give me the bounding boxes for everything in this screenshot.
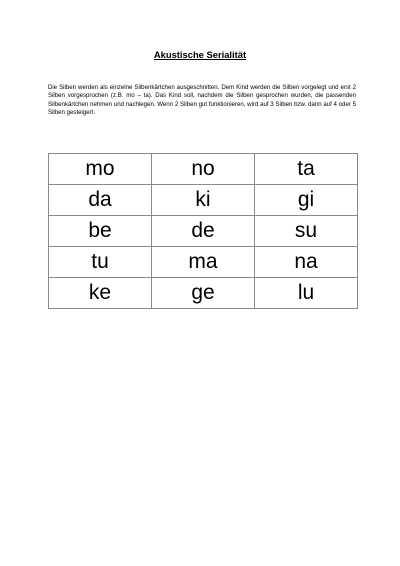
syllable-card: ta <box>255 154 358 185</box>
table-row <box>49 247 358 278</box>
syllable-card: na <box>255 247 358 278</box>
syllable-card: da <box>49 185 152 216</box>
syllable-card: ki <box>152 185 255 216</box>
syllable-card: gi <box>255 185 358 216</box>
table-row <box>49 185 358 216</box>
syllable-card: mo <box>49 154 152 185</box>
syllable-card: de <box>152 216 255 247</box>
syllable-card: ma <box>152 247 255 278</box>
syllable-table <box>48 153 358 309</box>
syllable-card: ge <box>152 278 255 309</box>
syllable-card: lu <box>255 278 358 309</box>
syllable-card: be <box>49 216 152 247</box>
page-title: Akustische Serialität <box>153 49 247 60</box>
table-row <box>49 278 358 309</box>
table-row <box>49 154 358 185</box>
syllable-card: su <box>255 216 358 247</box>
syllable-card: ke <box>49 278 152 309</box>
table-row <box>49 216 358 247</box>
syllable-card: tu <box>49 247 152 278</box>
syllable-card: no <box>152 154 255 185</box>
instructions-paragraph: Die Silben werden als einzelne Silbenkärtchen ausgeschnitten. Dem Kind werden die Silben vorgelegt und erst 2 Silben vorgesprochen (z.B. mo – ta). Das Kind soll, nachdem die Silben gesprochen wurden, die passenden Silbenkärtchen nehmen und nachlegen. Wenn 2 Silben gut funktionieren, wird auf 3 Silben bzw. dann auf 4 oder 5 Silben gesteigert. <box>48 84 356 117</box>
